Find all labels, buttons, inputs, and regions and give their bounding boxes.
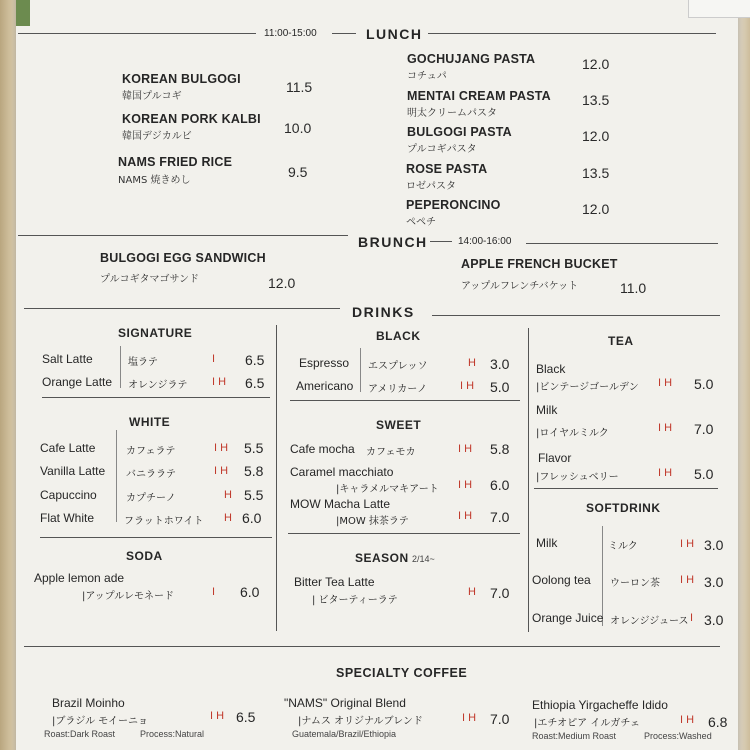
drink-jp: 塩ラテ bbox=[128, 357, 158, 368]
drink-name: Flavor bbox=[538, 451, 572, 465]
drink-flag: I H bbox=[658, 377, 673, 389]
drink-jp: バニララテ bbox=[126, 469, 176, 480]
drink-flag: I H bbox=[680, 538, 695, 550]
drink-flag: I bbox=[690, 612, 694, 624]
drink-price: 5.5 bbox=[244, 440, 264, 456]
drink-price: 3.0 bbox=[704, 537, 724, 553]
drink-price: 7.0 bbox=[490, 585, 510, 601]
drink-name: Orange Juice bbox=[532, 611, 604, 625]
brunch-rule-right bbox=[526, 243, 718, 244]
drink-flag: I H bbox=[210, 710, 225, 722]
drink-name: Milk bbox=[536, 403, 558, 417]
drink-name: MOW Macha Latte bbox=[290, 497, 391, 511]
drink-name: Salt Latte bbox=[42, 352, 93, 366]
drink-flag: I H bbox=[462, 712, 477, 724]
drink-price: 6.5 bbox=[245, 352, 265, 368]
drink-jp: ミルク bbox=[608, 541, 638, 552]
drink-name: Cafe mocha bbox=[290, 442, 355, 456]
lunch-rule-left bbox=[18, 33, 256, 34]
menu-item-price: 12.0 bbox=[268, 275, 296, 291]
coffee-process: Process:Natural bbox=[140, 729, 205, 739]
drink-name: Orange Latte bbox=[42, 375, 113, 389]
menu-item-price: 12.0 bbox=[582, 201, 610, 217]
lunch-title: LUNCH bbox=[366, 26, 423, 42]
menu-item-price: 10.0 bbox=[284, 120, 312, 136]
drink-price: 6.0 bbox=[490, 477, 510, 493]
drink-flag: H bbox=[468, 357, 476, 369]
menu-item-price: 13.5 bbox=[582, 165, 610, 181]
paper-clip bbox=[688, 0, 750, 18]
drink-flag: I H bbox=[658, 422, 673, 434]
drink-jp: ウーロン茶 bbox=[610, 578, 660, 589]
menu-item-jp: NAMS 焼きめし bbox=[118, 175, 191, 186]
drink-jp: |ビンテージゴールデン bbox=[536, 382, 639, 393]
white-rule bbox=[40, 537, 272, 538]
drink-flag: I H bbox=[680, 714, 695, 726]
drink-jp: |ロイヤルミルク bbox=[536, 428, 609, 439]
drink-price: 3.0 bbox=[704, 612, 724, 628]
drink-name: Milk bbox=[536, 536, 558, 550]
drink-jp: フラットホワイト bbox=[124, 516, 204, 527]
lunch-rule-right bbox=[428, 33, 716, 34]
menu-item-name: KOREAN BULGOGI bbox=[122, 72, 241, 86]
brunch-rule-mid bbox=[430, 241, 452, 242]
wood-background-right bbox=[736, 0, 750, 750]
white-divider bbox=[116, 430, 117, 522]
drink-flag: I H bbox=[460, 380, 475, 392]
drink-name: Bitter Tea Latte bbox=[294, 575, 375, 589]
drink-flag: I bbox=[212, 586, 216, 598]
drink-flag: I H bbox=[458, 479, 473, 491]
coffee-roast: Roast:Medium Roast bbox=[532, 731, 617, 741]
coffee-price: 6.5 bbox=[236, 709, 256, 725]
drink-flag: I H bbox=[658, 467, 673, 479]
menu-item-name: PEPERONCINO bbox=[406, 198, 501, 212]
drink-flag: I H bbox=[458, 510, 473, 522]
signature-title: SIGNATURE bbox=[118, 326, 193, 340]
drink-flag: H bbox=[468, 586, 476, 598]
drink-flag: H bbox=[224, 512, 232, 524]
lunch-time: 11:00-15:00 bbox=[264, 28, 317, 39]
lunch-rule-mid bbox=[332, 33, 356, 34]
drink-price: 5.0 bbox=[490, 379, 510, 395]
drink-name: Vanilla Latte bbox=[40, 464, 106, 478]
black-title: BLACK bbox=[376, 329, 421, 343]
drink-jp: カフェモカ bbox=[366, 447, 416, 458]
drinks-rule-right bbox=[432, 315, 720, 316]
menu-item-jp: コチュパ bbox=[407, 71, 447, 82]
menu-item-jp: 韓国プルコギ bbox=[122, 91, 182, 102]
menu-item-price: 11.5 bbox=[286, 79, 313, 95]
black-divider bbox=[360, 348, 361, 392]
sweet-rule bbox=[288, 533, 520, 534]
drink-price: 5.8 bbox=[490, 441, 510, 457]
menu-item-jp: プルコギタマゴサンド bbox=[100, 274, 199, 285]
menu-item-price: 11.0 bbox=[620, 280, 647, 296]
menu-item-jp: 韓国デジカルビ bbox=[122, 131, 192, 142]
drink-flag: I H bbox=[680, 574, 695, 586]
menu-item-name: KOREAN PORK KALBI bbox=[122, 112, 261, 126]
drink-jp: エスプレッソ bbox=[368, 361, 428, 372]
drink-price: 7.0 bbox=[694, 421, 714, 437]
coffee-name: Brazil Moinho bbox=[52, 696, 125, 710]
drink-name: Capuccino bbox=[40, 488, 97, 502]
menu-item-name: MENTAI CREAM PASTA bbox=[407, 89, 551, 103]
menu-paper bbox=[16, 0, 738, 750]
soda-title: SODA bbox=[126, 549, 163, 563]
menu-item-name: BULGOGI EGG SANDWICH bbox=[100, 251, 266, 265]
softdrink-title: SOFTDRINK bbox=[586, 501, 661, 515]
drink-flag: I bbox=[212, 353, 216, 365]
drink-jp: カフェラテ bbox=[126, 446, 176, 457]
coffee-jp: |エチオピア イルガチェ bbox=[534, 718, 641, 729]
white-title: WHITE bbox=[129, 415, 171, 429]
drink-jp: カプチーノ bbox=[126, 493, 176, 504]
drink-price: 5.0 bbox=[694, 376, 714, 392]
menu-item-name: GOCHUJANG PASTA bbox=[407, 52, 536, 66]
coffee-price: 6.8 bbox=[708, 714, 728, 730]
drink-price: 5.5 bbox=[244, 487, 264, 503]
drink-flag: I H bbox=[458, 443, 473, 455]
signature-divider bbox=[120, 346, 121, 388]
drink-name: Apple lemon ade bbox=[34, 571, 125, 585]
drink-price: 5.8 bbox=[244, 463, 264, 479]
menu-item-jp: 明太クリームパスタ bbox=[407, 108, 497, 119]
coffee-name: Ethiopia Yirgacheffe Idido bbox=[532, 698, 668, 712]
drink-price: 3.0 bbox=[490, 356, 510, 372]
green-edge bbox=[16, 0, 30, 26]
brunch-time: 14:00-16:00 bbox=[458, 236, 512, 247]
drink-price: 5.0 bbox=[694, 466, 714, 482]
drinks-title: DRINKS bbox=[352, 304, 415, 320]
coffee-name: "NAMS" Original Blend bbox=[284, 696, 406, 710]
sweet-title: SWEET bbox=[376, 418, 422, 432]
drink-name: Cafe Latte bbox=[40, 441, 96, 455]
menu-item-price: 13.5 bbox=[582, 92, 610, 108]
drink-name: Americano bbox=[296, 379, 354, 393]
coffee-jp: |ブラジル モイーニョ bbox=[52, 716, 148, 727]
menu-item-name: NAMS FRIED RICE bbox=[118, 155, 233, 169]
drinks-divider-2 bbox=[528, 328, 529, 632]
tea-title: TEA bbox=[608, 334, 634, 348]
signature-rule bbox=[42, 397, 270, 398]
drink-flag: I H bbox=[212, 376, 227, 388]
drink-name: Espresso bbox=[299, 356, 350, 370]
black-rule bbox=[290, 400, 520, 401]
drink-flag: I H bbox=[214, 442, 229, 454]
drink-jp: |アップルレモネード bbox=[82, 591, 175, 602]
drink-price: 6.0 bbox=[242, 510, 262, 526]
coffee-jp: |ナムス オリジナルブレンド bbox=[298, 716, 423, 727]
drink-name: Black bbox=[536, 362, 566, 376]
drink-name: Caramel macchiato bbox=[290, 465, 394, 479]
season-title: SEASON bbox=[355, 551, 409, 565]
tea-rule bbox=[534, 488, 718, 489]
coffee-price: 7.0 bbox=[490, 711, 510, 727]
menu-item-jp: ロゼパスタ bbox=[406, 181, 456, 192]
drink-flag: H bbox=[224, 489, 232, 501]
menu-item-price: 9.5 bbox=[288, 164, 308, 180]
menu-item-name: ROSE PASTA bbox=[406, 162, 488, 176]
drink-name: Oolong tea bbox=[532, 573, 591, 587]
specialty-title: SPECIALTY COFFEE bbox=[336, 666, 468, 680]
menu-item-jp: ペペチ bbox=[406, 217, 436, 228]
menu-item-price: 12.0 bbox=[582, 56, 610, 72]
menu-item-name: BULGOGI PASTA bbox=[407, 125, 512, 139]
menu-item-name: APPLE FRENCH BUCKET bbox=[461, 257, 618, 271]
brunch-title: BRUNCH bbox=[358, 234, 428, 250]
coffee-roast: Roast:Dark Roast bbox=[44, 729, 116, 739]
drink-jp: |フレッシュベリー bbox=[536, 472, 619, 483]
drink-jp: アメリカーノ bbox=[368, 384, 428, 395]
drinks-rule-left bbox=[24, 308, 340, 309]
drink-name: Flat White bbox=[40, 511, 95, 525]
drink-jp: オレンジラテ bbox=[128, 380, 188, 391]
drink-jp: | ビターティーラテ bbox=[312, 595, 398, 606]
drink-price: 6.0 bbox=[240, 584, 260, 600]
drinks-divider-1 bbox=[276, 325, 277, 631]
drink-price: 7.0 bbox=[490, 509, 510, 525]
drink-jp: オレンジジュース bbox=[610, 616, 689, 627]
specialty-rule bbox=[24, 646, 720, 647]
coffee-process: Process:Washed bbox=[644, 731, 712, 741]
drink-jp: |キャラメルマキアート bbox=[336, 484, 439, 495]
menu-item-jp: プルコギパスタ bbox=[407, 144, 477, 155]
drink-jp: |MOW 抹茶ラテ bbox=[336, 516, 409, 527]
drink-flag: I H bbox=[214, 465, 229, 477]
drink-price: 3.0 bbox=[704, 574, 724, 590]
menu-item-jp: アップルフレンチバケット bbox=[461, 281, 579, 292]
coffee-origin: Guatemala/Brazil/Ethiopia bbox=[292, 729, 397, 739]
drink-price: 6.5 bbox=[245, 375, 265, 391]
brunch-rule-left bbox=[18, 235, 348, 236]
season-note: 2/14~ bbox=[412, 554, 435, 564]
menu-item-price: 12.0 bbox=[582, 128, 610, 144]
